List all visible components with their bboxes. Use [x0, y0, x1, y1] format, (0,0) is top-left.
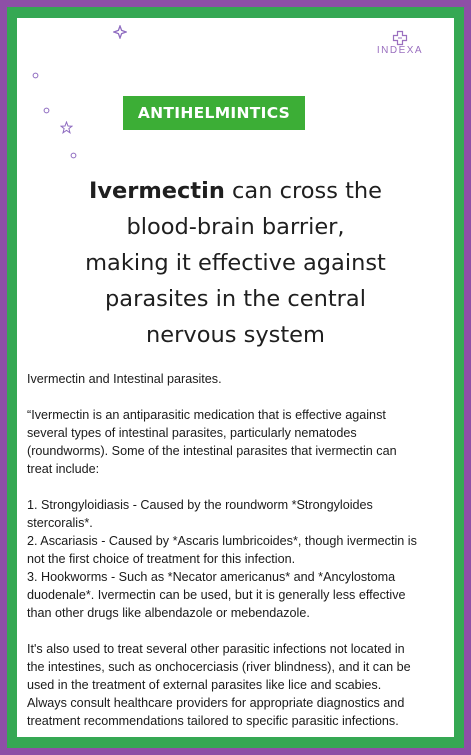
headline-line-4: parasites in the central — [105, 286, 366, 312]
headline-bold: Ivermectin — [88, 178, 225, 204]
body-line: duodenale*. Ivermectin can be used, but it is generally less effective — [27, 588, 406, 602]
paragraph-spacer — [27, 388, 452, 406]
paragraph-spacer — [27, 622, 452, 640]
body-line: 2. Ascariasis - Caused by *Ascaris lumbricoides*, though ivermectin is — [27, 534, 417, 548]
body-title: Ivermectin and Intestinal parasites. — [27, 372, 222, 386]
headline-line-1-rest: can cross the — [224, 178, 383, 204]
body-text — [27, 370, 452, 730]
headline-line-3: making it effective against — [85, 250, 386, 276]
body-line: 3. Hookworms - Such as *Necator americanus* and *Ancylostoma — [27, 570, 396, 584]
circle-icon — [32, 72, 39, 79]
body-line: It's also used to treat several other parasitic infections not located in — [27, 642, 405, 656]
medical-cross-icon — [392, 30, 408, 46]
circle-icon — [43, 107, 50, 114]
body-line: treat include: — [27, 462, 100, 476]
headline-line-1 — [17, 173, 454, 209]
content-card — [17, 18, 454, 737]
body-line: stercoralis*. — [27, 516, 93, 530]
body-lines — [27, 406, 452, 730]
star-icon — [60, 121, 73, 134]
category-badge: ANTIHELMINTICS — [123, 96, 305, 130]
body-line: “Ivermectin is an antiparasitic medication that is effective against — [27, 408, 386, 422]
body-line: not the first choice of treatment for this infection. — [27, 552, 296, 566]
headline — [17, 173, 454, 353]
body-line: used in the treatment of external parasites like lice and scabies. — [27, 678, 382, 692]
brand-name: INDEXA — [376, 45, 424, 56]
paragraph-spacer — [27, 478, 452, 496]
body-line: several types of intestinal parasites, particularly nematodes — [27, 426, 357, 440]
body-line: Always consult healthcare providers for appropriate diagnostics and — [27, 696, 405, 710]
brand-logo — [370, 30, 430, 56]
body-line: the intestines, such as onchocerciasis (river blindness), and it can be — [27, 660, 411, 674]
body-line: treatment recommendations tailored to specific parasitic infections. — [27, 714, 399, 728]
body-line: (roundworms). Some of the intestinal parasites that ivermectin can — [27, 444, 397, 458]
sparkle-icon — [113, 25, 127, 39]
headline-line-2: blood-brain barrier, — [126, 214, 345, 240]
circle-icon — [70, 152, 77, 159]
body-line: than other drugs like albendazole or mebendazole. — [27, 606, 310, 620]
body-line: 1. Strongyloidiasis - Caused by the roundworm *Strongyloides — [27, 498, 373, 512]
headline-line-5: nervous system — [146, 322, 325, 348]
